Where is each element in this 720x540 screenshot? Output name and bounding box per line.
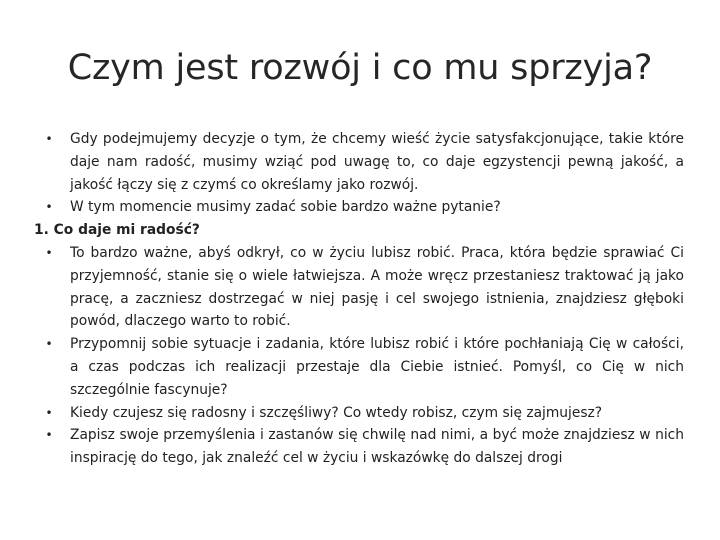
bullet-item	[34, 424, 684, 470]
bullet-text: Przypomnij sobie sytuacje i zadania, które lubisz robić i które pochłaniają Cię w całości, a czas podczas ich realizacji przestaje dla Ciebie istnieć. Pomyśl, co Cię w nich szczególnie fascynuje?	[70, 336, 684, 398]
slide-body	[34, 128, 684, 470]
bullet-item	[34, 333, 684, 401]
bullet-marker: •	[45, 405, 53, 420]
bullet-text: W tym momencie musimy zadać sobie bardzo ważne pytanie?	[70, 199, 501, 216]
slide-title: Czym jest rozwój i co mu sprzyja?	[67, 48, 653, 88]
bullet-item	[34, 242, 684, 333]
bullet-item	[34, 196, 684, 219]
bullet-item	[34, 402, 684, 425]
bullet-text: Zapisz swoje przemyślenia i zastanów się chwilę nad nimi, a być może znajdziesz w nich inspirację do tego, jak znaleźć cel w życiu i wskazówkę do dalszej drogi	[70, 427, 684, 467]
bullet-marker: •	[45, 337, 53, 352]
bullet-marker: •	[45, 245, 53, 260]
bullet-marker: •	[45, 132, 53, 146]
bullet-marker: •	[45, 200, 53, 215]
bullet-marker: •	[45, 428, 53, 443]
question-text: Co daje mi radość?	[53, 222, 200, 239]
bullet-text: To bardzo ważne, abyś odkrył, co w życiu lubisz robić. Praca, która będzie sprawiać Ci przyjemność, stanie się o wiele łatwiejsza. A może wręcz przestaniesz traktować ją jako pracę, a zaczniesz dostrzegać w niej pasję i cel swojego istnienia, znajdziesz głęboki powód, dlaczego warto to robić.	[70, 244, 684, 330]
number-marker: 1.	[34, 222, 49, 239]
bullet-item	[34, 128, 684, 196]
numbered-question	[34, 219, 684, 242]
bullet-text: Gdy podejmujemy decyzje o tym, że chcemy wieść życie satysfakcjonujące, takie które daje nam radość, musimy wziąć pod uwagę to, co daje egzystencji pewną jakość, a jakość łączy się z czymś co określamy jako rozwój.	[70, 131, 684, 193]
bullet-text: Kiedy czujesz się radosny i szczęśliwy? Co wtedy robisz, czym się zajmujesz?	[70, 404, 603, 421]
